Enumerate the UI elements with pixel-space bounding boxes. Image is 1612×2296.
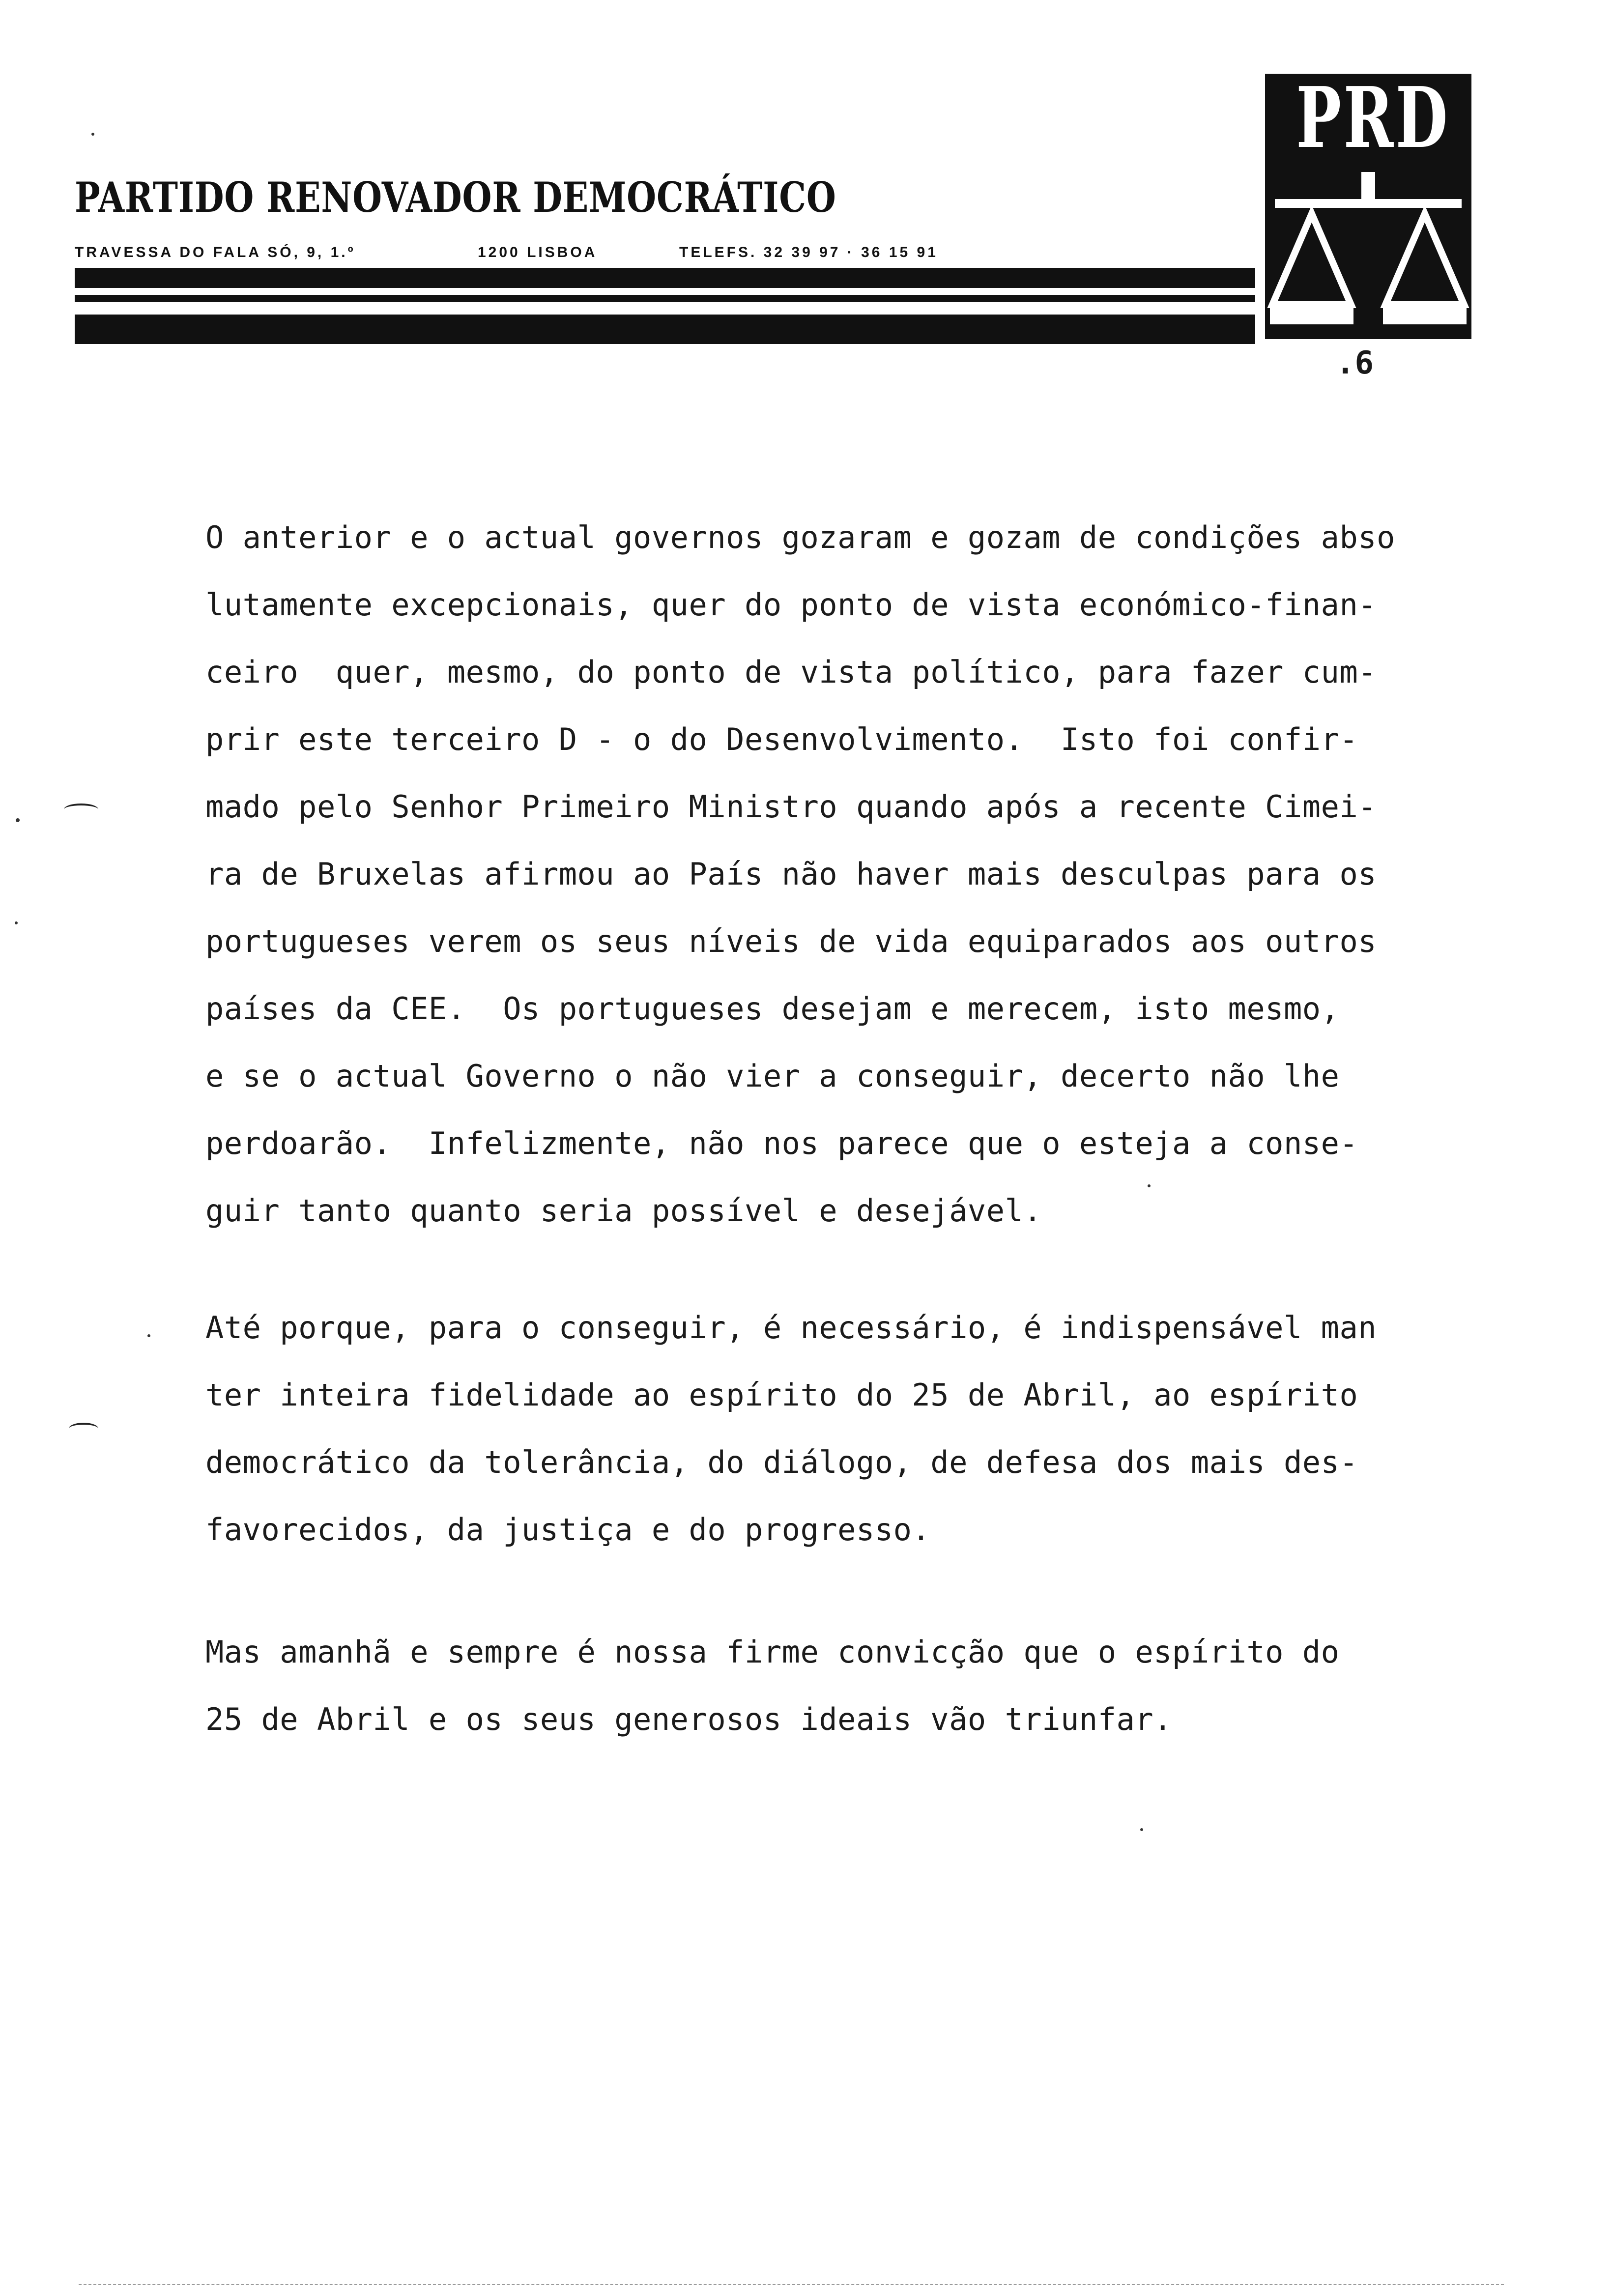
scan-speck xyxy=(15,921,18,924)
scan-edge xyxy=(79,2284,1504,2285)
text-line: ceiro quer, mesmo, do ponto de vista político, para fazer cum- xyxy=(205,654,1377,690)
address-city: 1200 LISBOA xyxy=(478,244,598,260)
address-phone: TELEFS. 32 39 97 · 36 15 91 xyxy=(679,244,938,260)
scan-speck xyxy=(1140,1828,1143,1831)
text-line: países da CEE. Os portugueses desejam e merecem, isto mesmo, xyxy=(205,991,1340,1027)
text-line: democrático da tolerância, do diálogo, de defesa dos mais des- xyxy=(205,1444,1358,1480)
text-line: guir tanto quanto seria possível e desejável. xyxy=(205,1193,1042,1229)
paragraph-2 xyxy=(205,1294,1377,1563)
text-line: e se o actual Governo o não vier a conseguir, decerto não lhe xyxy=(205,1058,1340,1094)
text-line: mado pelo Senhor Primeiro Ministro quando após a recente Cimei- xyxy=(205,789,1377,825)
organization-name: PARTIDO RENOVADOR DEMOCRÁTICO xyxy=(75,173,836,222)
letterhead-rule-top xyxy=(75,268,1255,302)
paragraph-1 xyxy=(205,504,1395,1244)
address-street: TRAVESSA DO FALA SÓ, 9, 1.º xyxy=(75,244,356,260)
text-line: 25 de Abril e os seus generosos ideais vão triunfar. xyxy=(205,1701,1173,1737)
text-line: ter inteira fidelidade ao espírito do 25 de Abril, ao espírito xyxy=(205,1377,1358,1413)
logo-letters: PRD xyxy=(1296,69,1450,167)
scan-speck xyxy=(91,133,94,136)
scan-speck xyxy=(147,1334,150,1337)
text-line: O anterior e o actual governos gozaram e gozam de condições abso xyxy=(205,519,1395,555)
scan-mark xyxy=(64,804,98,815)
text-line: lutamente excepcionais, quer do ponto de vista económico-finan- xyxy=(205,587,1377,623)
scan-speck xyxy=(1148,1184,1151,1187)
text-line: prir este terceiro D - o do Desenvolvimento. Isto foi confir- xyxy=(205,721,1358,757)
text-line: favorecidos, da justiça e do progresso. xyxy=(205,1512,931,1548)
letterhead-rule-bottom xyxy=(75,315,1255,344)
text-line: perdoarão. Infelizmente, não nos parece que o esteja a conse- xyxy=(205,1125,1358,1161)
page-number: .6 xyxy=(1336,345,1374,381)
text-line: ra de Bruxelas afirmou ao País não haver mais desculpas para os xyxy=(205,856,1377,892)
scan-mark xyxy=(69,1423,98,1435)
text-line: Até porque, para o conseguir, é necessário, é indispensável man xyxy=(205,1310,1377,1346)
text-line: portugueses verem os seus níveis de vida equiparados aos outros xyxy=(205,923,1377,959)
scan-speck xyxy=(16,818,20,822)
text-line: Mas amanhã e sempre é nossa firme convicção que o espírito do xyxy=(205,1634,1340,1670)
paragraph-3 xyxy=(205,1618,1339,1753)
letterhead-rule-gap xyxy=(75,288,1255,295)
